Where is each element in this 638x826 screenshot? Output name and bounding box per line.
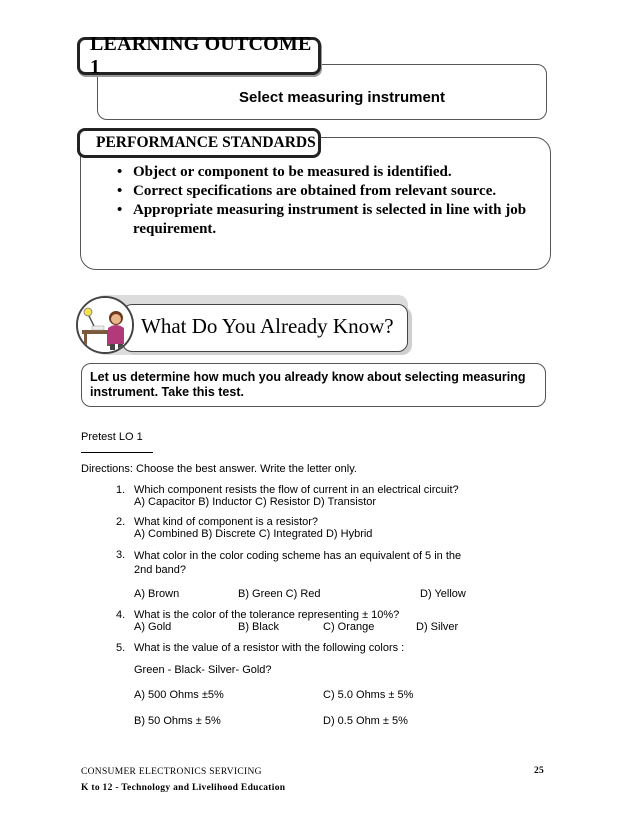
footer-program: K to 12 - Technology and Livelihood Education [81, 783, 286, 793]
performance-standards-list [117, 163, 537, 239]
question-text: What is the color of the tolerance representing ± 10%? [134, 609, 400, 621]
learning-outcome-title: LEARNING OUTCOME 1 [77, 37, 321, 75]
question-number: 5. [116, 642, 126, 654]
choice-d: D) Yellow [420, 588, 466, 600]
color-bands: Green - Black- Silver- Gold? [134, 664, 272, 676]
footer-course: CONSUMER ELECTRONICS SERVICING [81, 767, 262, 777]
standard-item: • Correct specifications are obtained from relevant source. [117, 182, 537, 201]
standard-item: • Object or component to be measured is identified. [117, 163, 537, 182]
question-number: 3. [116, 549, 126, 561]
choice-b: B) 50 Ohms ± 5% [134, 715, 221, 727]
question-text: What color in the color coding scheme has an equivalent of 5 in the 2nd band? [134, 550, 462, 576]
prior-knowledge-banner [122, 304, 408, 352]
choice-c: C) 5.0 Ohms ± 5% [323, 689, 414, 701]
question-number: 2. [116, 516, 126, 528]
question-text: What kind of component is a resistor? [134, 516, 319, 528]
prior-knowledge-title: What Do You Already Know? [141, 314, 394, 338]
question-number: 4. [116, 609, 126, 621]
choice-a: A) Gold [134, 621, 172, 633]
learning-outcome-subtitle: Select measuring instrument [239, 89, 445, 106]
choice-d: D) 0.5 Ohm ± 5% [323, 715, 408, 727]
choice-d: D) Silver [416, 621, 459, 633]
choice-a: A) Brown [134, 588, 180, 600]
choice-b: B) Black [238, 621, 279, 633]
question-text: Which component resists the flow of current in an electrical circuit? [134, 484, 459, 496]
student-at-desk-illustration [76, 296, 134, 354]
standard-item: • Appropriate measuring instrument is selected in line with job requirement. [117, 201, 537, 239]
choice-b-c: B) Green C) Red [238, 588, 321, 600]
performance-standards-title: PERFORMANCE STANDARDS [77, 128, 321, 158]
question-text: What is the value of a resistor with the following colors : [134, 642, 405, 654]
answer-blank-line [81, 452, 153, 453]
question-choices: A) Combined B) Discrete C) Integrated D) Hybrid [134, 528, 373, 540]
page-number: 25 [534, 766, 545, 776]
pretest-label: Pretest LO 1 [81, 431, 143, 443]
choice-c: C) Orange [323, 621, 375, 633]
pretest-directions: Directions: Choose the best answer. Write the letter only. [81, 463, 357, 475]
choice-a: A) 500 Ohms ±5% [134, 689, 224, 701]
question-choices: A) Capacitor B) Inductor C) Resistor D) Transistor [134, 496, 377, 508]
prior-knowledge-intro: Let us determine how much you already know about selecting measuring instrument. Take this test. [81, 363, 546, 407]
question-number: 1. [116, 484, 126, 496]
